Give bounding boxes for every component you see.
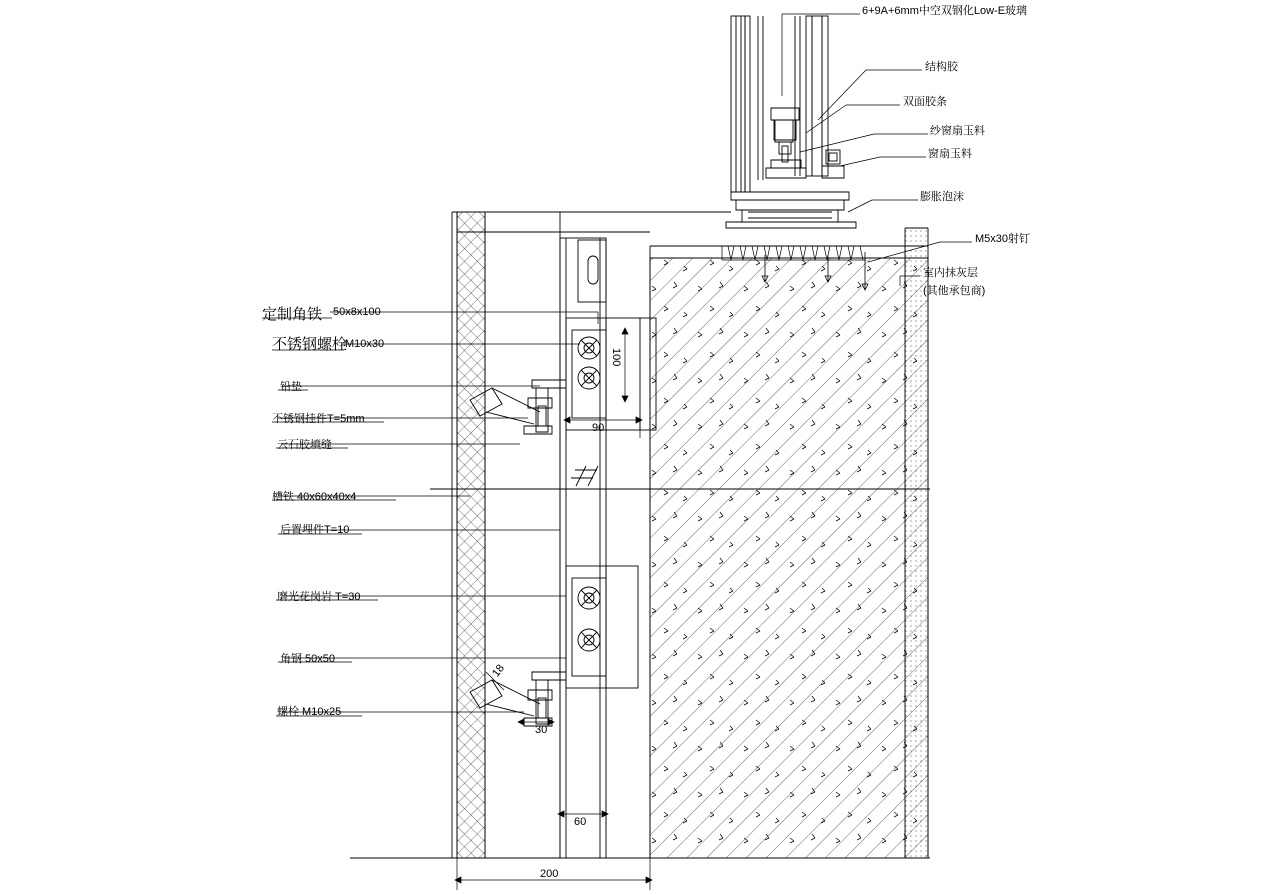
annotation-structural-sealant: 结构胶 xyxy=(925,61,958,73)
dimension-bolt-size: M10x30 xyxy=(345,338,385,350)
lower-bracket-assembly xyxy=(470,566,638,726)
annotation-channel-steel: 槽铁 40x60x40x4 xyxy=(272,491,357,503)
annotation-stainless-hanger: 不锈钢挂件T=5mm xyxy=(272,413,365,425)
dimension-30: 30 xyxy=(535,724,548,736)
annotation-plaster-note: (其他承包商) xyxy=(923,285,986,297)
annotation-screw: M5x30射钉 xyxy=(975,233,1031,245)
annotation-custom-angle-iron: 定制角铁 xyxy=(262,306,323,323)
dimension-angle-size: 50x8x100 xyxy=(333,306,381,318)
upper-bracket-assembly xyxy=(470,318,656,434)
dimension-60: 60 xyxy=(574,816,587,828)
annotation-stone-sealant: 云石胶填缝 xyxy=(277,439,332,451)
annotation-anchor-bolt: 螺栓 M10x25 xyxy=(277,706,342,718)
dimension-18: 18 xyxy=(490,662,507,680)
bolt-lower-2 xyxy=(578,629,600,651)
annotation-double-tape: 双面胶条 xyxy=(903,96,947,108)
bolt-upper-1 xyxy=(578,337,600,359)
annotation-sash-frame: 窗扇玉料 xyxy=(928,148,972,160)
annotation-screen-frame: 纱窗扇玉料 xyxy=(930,125,985,137)
bolt-lower-1 xyxy=(578,587,600,609)
dimension-200: 200 xyxy=(540,868,559,880)
concrete-wall xyxy=(650,228,928,858)
annotation-plaster: 室内抹灰层 xyxy=(923,267,978,279)
window-frame-assembly xyxy=(726,16,856,228)
annotation-glass: 6+9A+6mm中空双钢化Low-E玻璃 xyxy=(862,5,1028,17)
annotation-polished-granite: 磨光花岗岩 T=30 xyxy=(277,591,361,603)
bolt-upper-2 xyxy=(578,367,600,389)
annotation-foam: 膨胀泡沫 xyxy=(920,191,964,203)
annotation-angle-steel: 角钢 50x50 xyxy=(280,653,336,665)
annotation-post-embedded: 后置埋件T=10 xyxy=(280,524,350,536)
dimension-100: 100 xyxy=(610,348,622,367)
granite-panel xyxy=(560,238,606,858)
dimension-90: 90 xyxy=(592,422,605,434)
annotation-lead-pad: 铅垫 xyxy=(280,381,302,393)
annotation-stainless-bolt: 不锈钢螺栓 xyxy=(272,336,348,353)
